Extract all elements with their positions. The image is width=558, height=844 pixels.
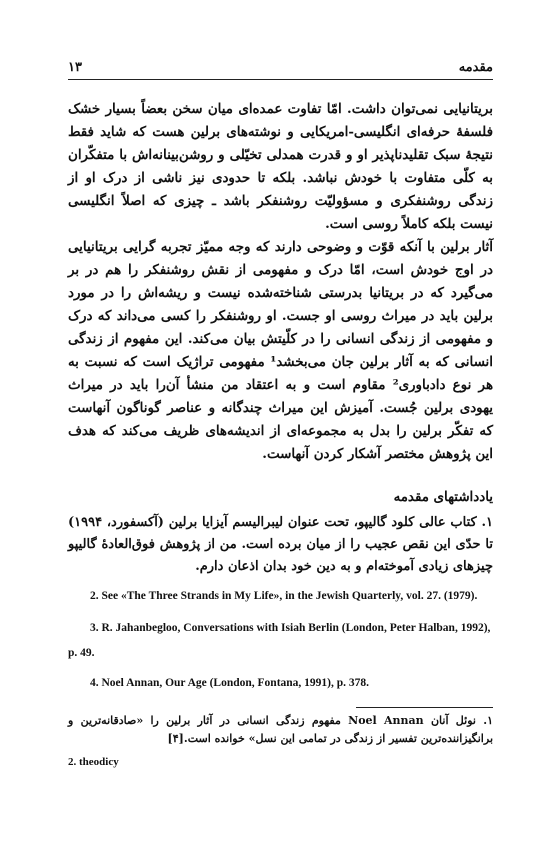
note-3-continued: p. 49. (68, 647, 95, 659)
footnote-divider (356, 707, 493, 708)
notes-title: یادداشتهای مقدمه (393, 489, 493, 505)
note-2 (68, 588, 493, 605)
notes-section (68, 486, 493, 692)
note-4 (68, 675, 493, 692)
running-head (68, 60, 493, 80)
page-number: ۱۳ (68, 60, 82, 75)
footnote-2: 2. theodicy (68, 756, 119, 768)
paragraph-2: آثار برلین با آنکه قوّت و وضوحی دارند که وجه ممیّز تجربه گرایی بریتانیایی در اوج خودش است، امّا درک و مفهومی از نقش روشنفکر را هم در بر می‌گیرد که در بریتانیا بدرستی شناخته‌شده نیست و ریشه‌اش را در مورد برلین باید در میراث روسی او جست. او روشنفکر را کسی می‌داند که درک و مفهومی از زندگی انسانی را در کلّیتش بیان می‌کند. این مفهوم از زندگی انسانی که به آثار برلین جان می‌بخشد¹ مفهومی تراژیک است که نسبت به هر نوع دادباوری² مقاوم است و به اعتقاد من منشأ آن‌را باید در میراث یهودی برلین جُست. آمیزش این میراث چندگانه و عناصر گوناگون آنهاست که تفکّر برلین را بدل به مجموعه‌ای از اندیشه‌های ظریف می‌کند که هدف این پژوهش مختصر آشکار کردن آنهاست. (68, 239, 494, 462)
note-2-text: 2. See «The Three Strands in My Life», in the Jewish Quarterly, vol. 27. (1979). (90, 590, 478, 602)
note-3: 3. R. Jahanbegloo, Conversations with Isiah Berlin (London, Peter Halban, 1992), (90, 622, 491, 634)
note-4-text: 4. Noel Annan, Our Age (London, Fontana, 1991), p. 378. (90, 677, 370, 689)
footnotes (68, 712, 493, 768)
footnote-1: ۱. نوئل آنان Noel Annan مفهوم زندگی انسانی در آثار برلین را «صادقانه‌ترین و برانگیزاننده‌ترین تفسیر از زندگی در تمامی این نسل» خوانده است.[۴] (68, 714, 493, 745)
paragraph-1: بریتانیایی نمی‌توان داشت. امّا تفاوت عمده‌ای میان سخن بعضاً بسیار خشک فلسفهٔ حرفه‌ای انگلیسی-امریکایی و نوشته‌های برلین هست که شاید فقط نتیجهٔ سبک تقلیدناپذیر او و قدرت همدلی تخیّلی و روشن‌بینانه‌اش با متفکّران به کلّی متفاوت با خودش نباشد. بلکه تا حدودی نیز ناشی از درک او از زندگی روشنفکری و مسؤولیّت روشنفکر باشد ـ چیزی که اصلاً انگلیسی نیست بلکه کاملاً روسی است. (68, 101, 493, 232)
section-title: مقدمه (458, 60, 493, 75)
body-text (68, 98, 493, 466)
note-1: ۱. کتاب عالی کلود گالیپو، تحت عنوان لیبرالیسم آیزایا برلین (آکسفورد، ۱۹۹۴) تا حدّی این نقص عجیب را از میان برده است. من از پژوهش فوق‌العادهٔ گالیپو چیزهای زیادی آموخته‌ام و به دین خود بدان اذعان دارم. (68, 515, 493, 574)
